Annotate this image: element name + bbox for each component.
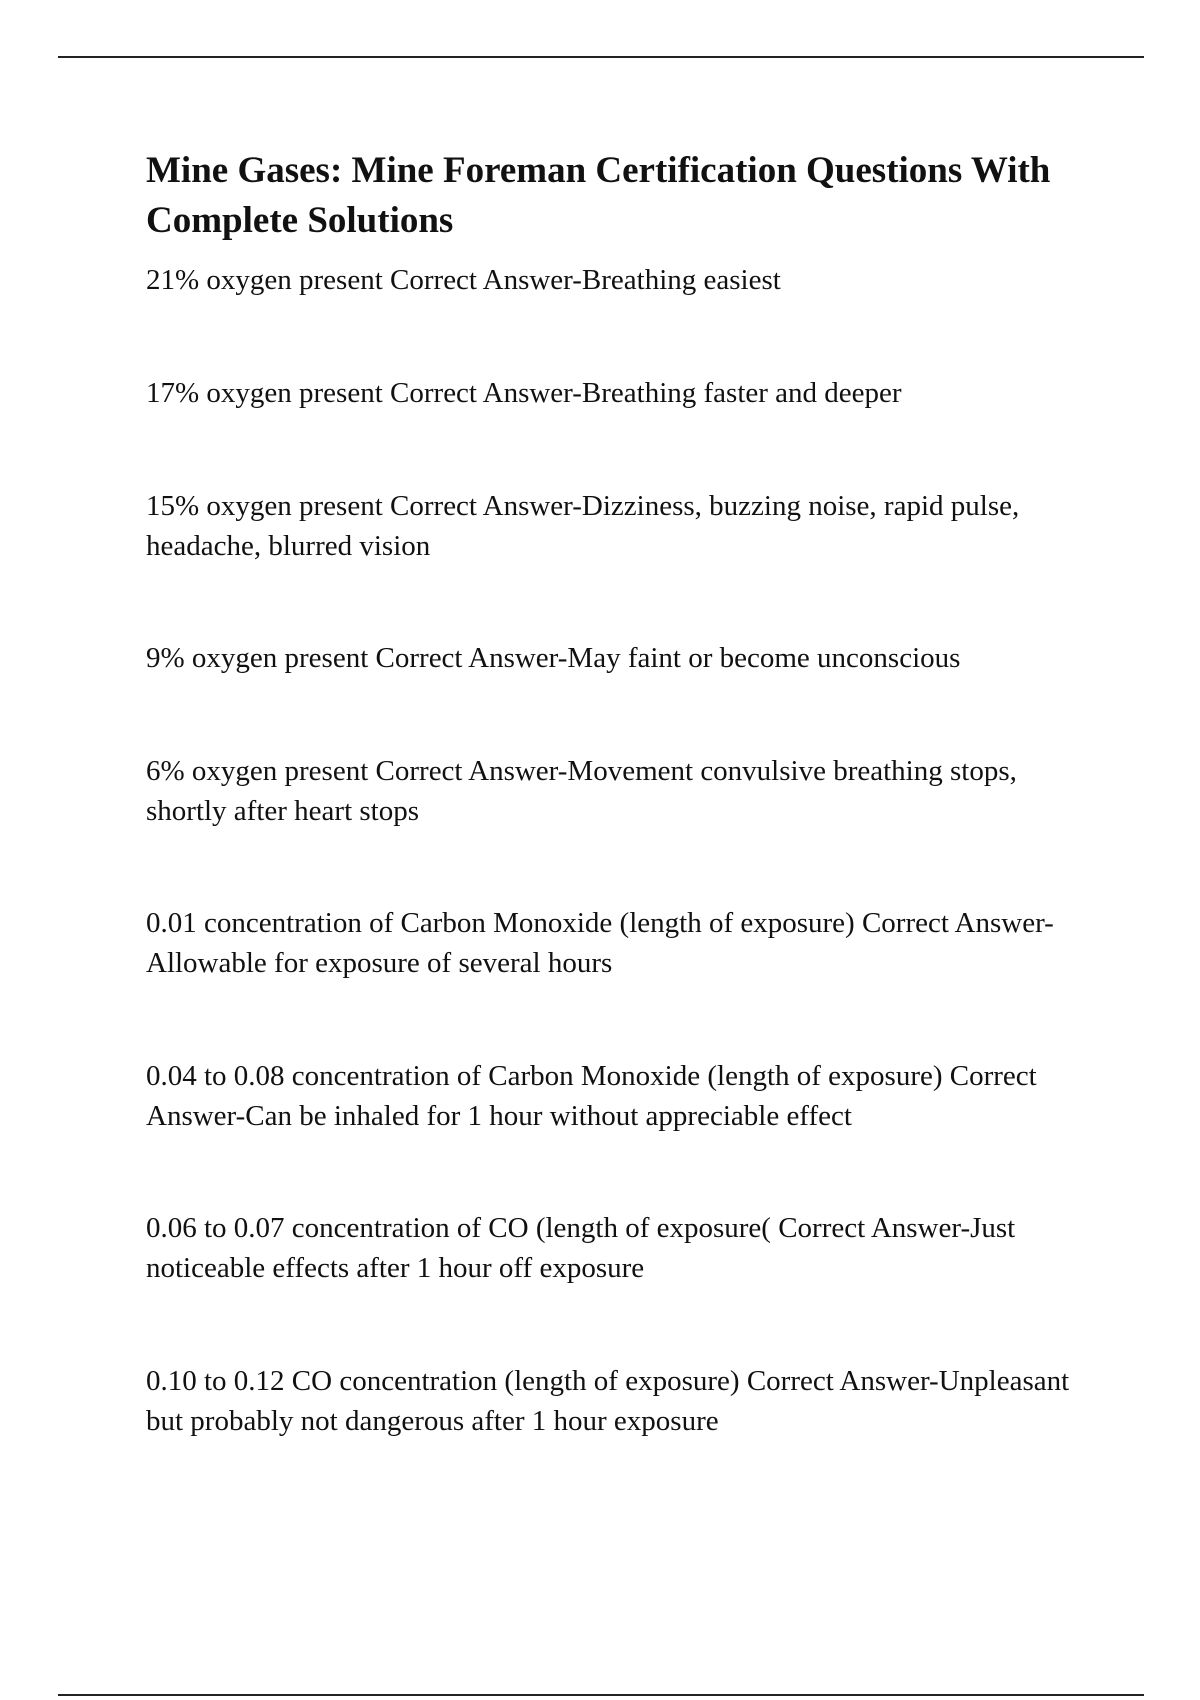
question-text: 17% oxygen present: [146, 377, 383, 409]
answer-label: Correct Answer-: [390, 490, 582, 522]
question-text: 0.04 to 0.08 concentration of Carbon Monoxide (length of exposure): [146, 1060, 943, 1092]
question-text: 0.10 to 0.12 CO concentration (length of exposure): [146, 1365, 740, 1397]
document-title: Mine Gases: Mine Foreman Certification Questions With Complete Solutions: [146, 150, 1051, 241]
answer-text: May faint or become unconscious: [567, 642, 961, 674]
answer-label: Correct Answer-: [390, 264, 582, 296]
qa-item: [146, 1056, 1076, 1136]
answer-label: Correct Answer-: [746, 1365, 939, 1397]
answer-label: Correct Answer-: [390, 377, 582, 409]
header-divider: [58, 56, 1144, 58]
qa-item: [146, 373, 1076, 413]
answer-label: Correct Answer-: [146, 1060, 1037, 1132]
answer-text: Breathing easiest: [581, 264, 781, 296]
answer-text: Can be inhaled for 1 hour without appreciable effect: [245, 1100, 852, 1132]
answer-label: Correct Answer-: [778, 1212, 971, 1244]
question-text: 15% oxygen present: [146, 490, 383, 522]
answer-text: Just noticeable effects after 1 hour off exposure: [146, 1212, 1016, 1284]
question-text: 21% oxygen present: [146, 264, 383, 296]
answer-label: Correct Answer-: [375, 755, 568, 787]
question-text: 0.01 concentration of Carbon Monoxide (length of exposure): [146, 907, 855, 939]
question-text: 9% oxygen present: [146, 642, 369, 674]
answer-label: Correct Answer-: [375, 642, 568, 674]
qa-item: [146, 903, 1076, 983]
qa-item: [146, 1361, 1076, 1441]
question-text: 0.06 to 0.07 concentration of CO (length of exposure(: [146, 1212, 771, 1244]
qa-item: [146, 260, 1076, 300]
answer-text: Allowable for exposure of several hours: [146, 947, 613, 979]
qa-item: [146, 638, 1076, 678]
answer-text: Dizziness, buzzing noise, rapid pulse, headache, blurred vision: [146, 490, 1020, 562]
answer-text: Unpleasant but probably not dangerous after 1 hour exposure: [146, 1365, 1070, 1437]
answer-label: Correct Answer-: [861, 907, 1054, 939]
qa-item: [146, 1208, 1076, 1288]
qa-item: [146, 751, 1076, 831]
document-body: [146, 146, 1076, 1437]
answer-text: Movement convulsive breathing stops, shortly after heart stops: [146, 755, 1017, 827]
question-text: 6% oxygen present: [146, 755, 369, 787]
answer-text: Breathing faster and deeper: [581, 377, 902, 409]
footer-divider: [58, 1694, 1144, 1696]
qa-item: [146, 486, 1076, 566]
